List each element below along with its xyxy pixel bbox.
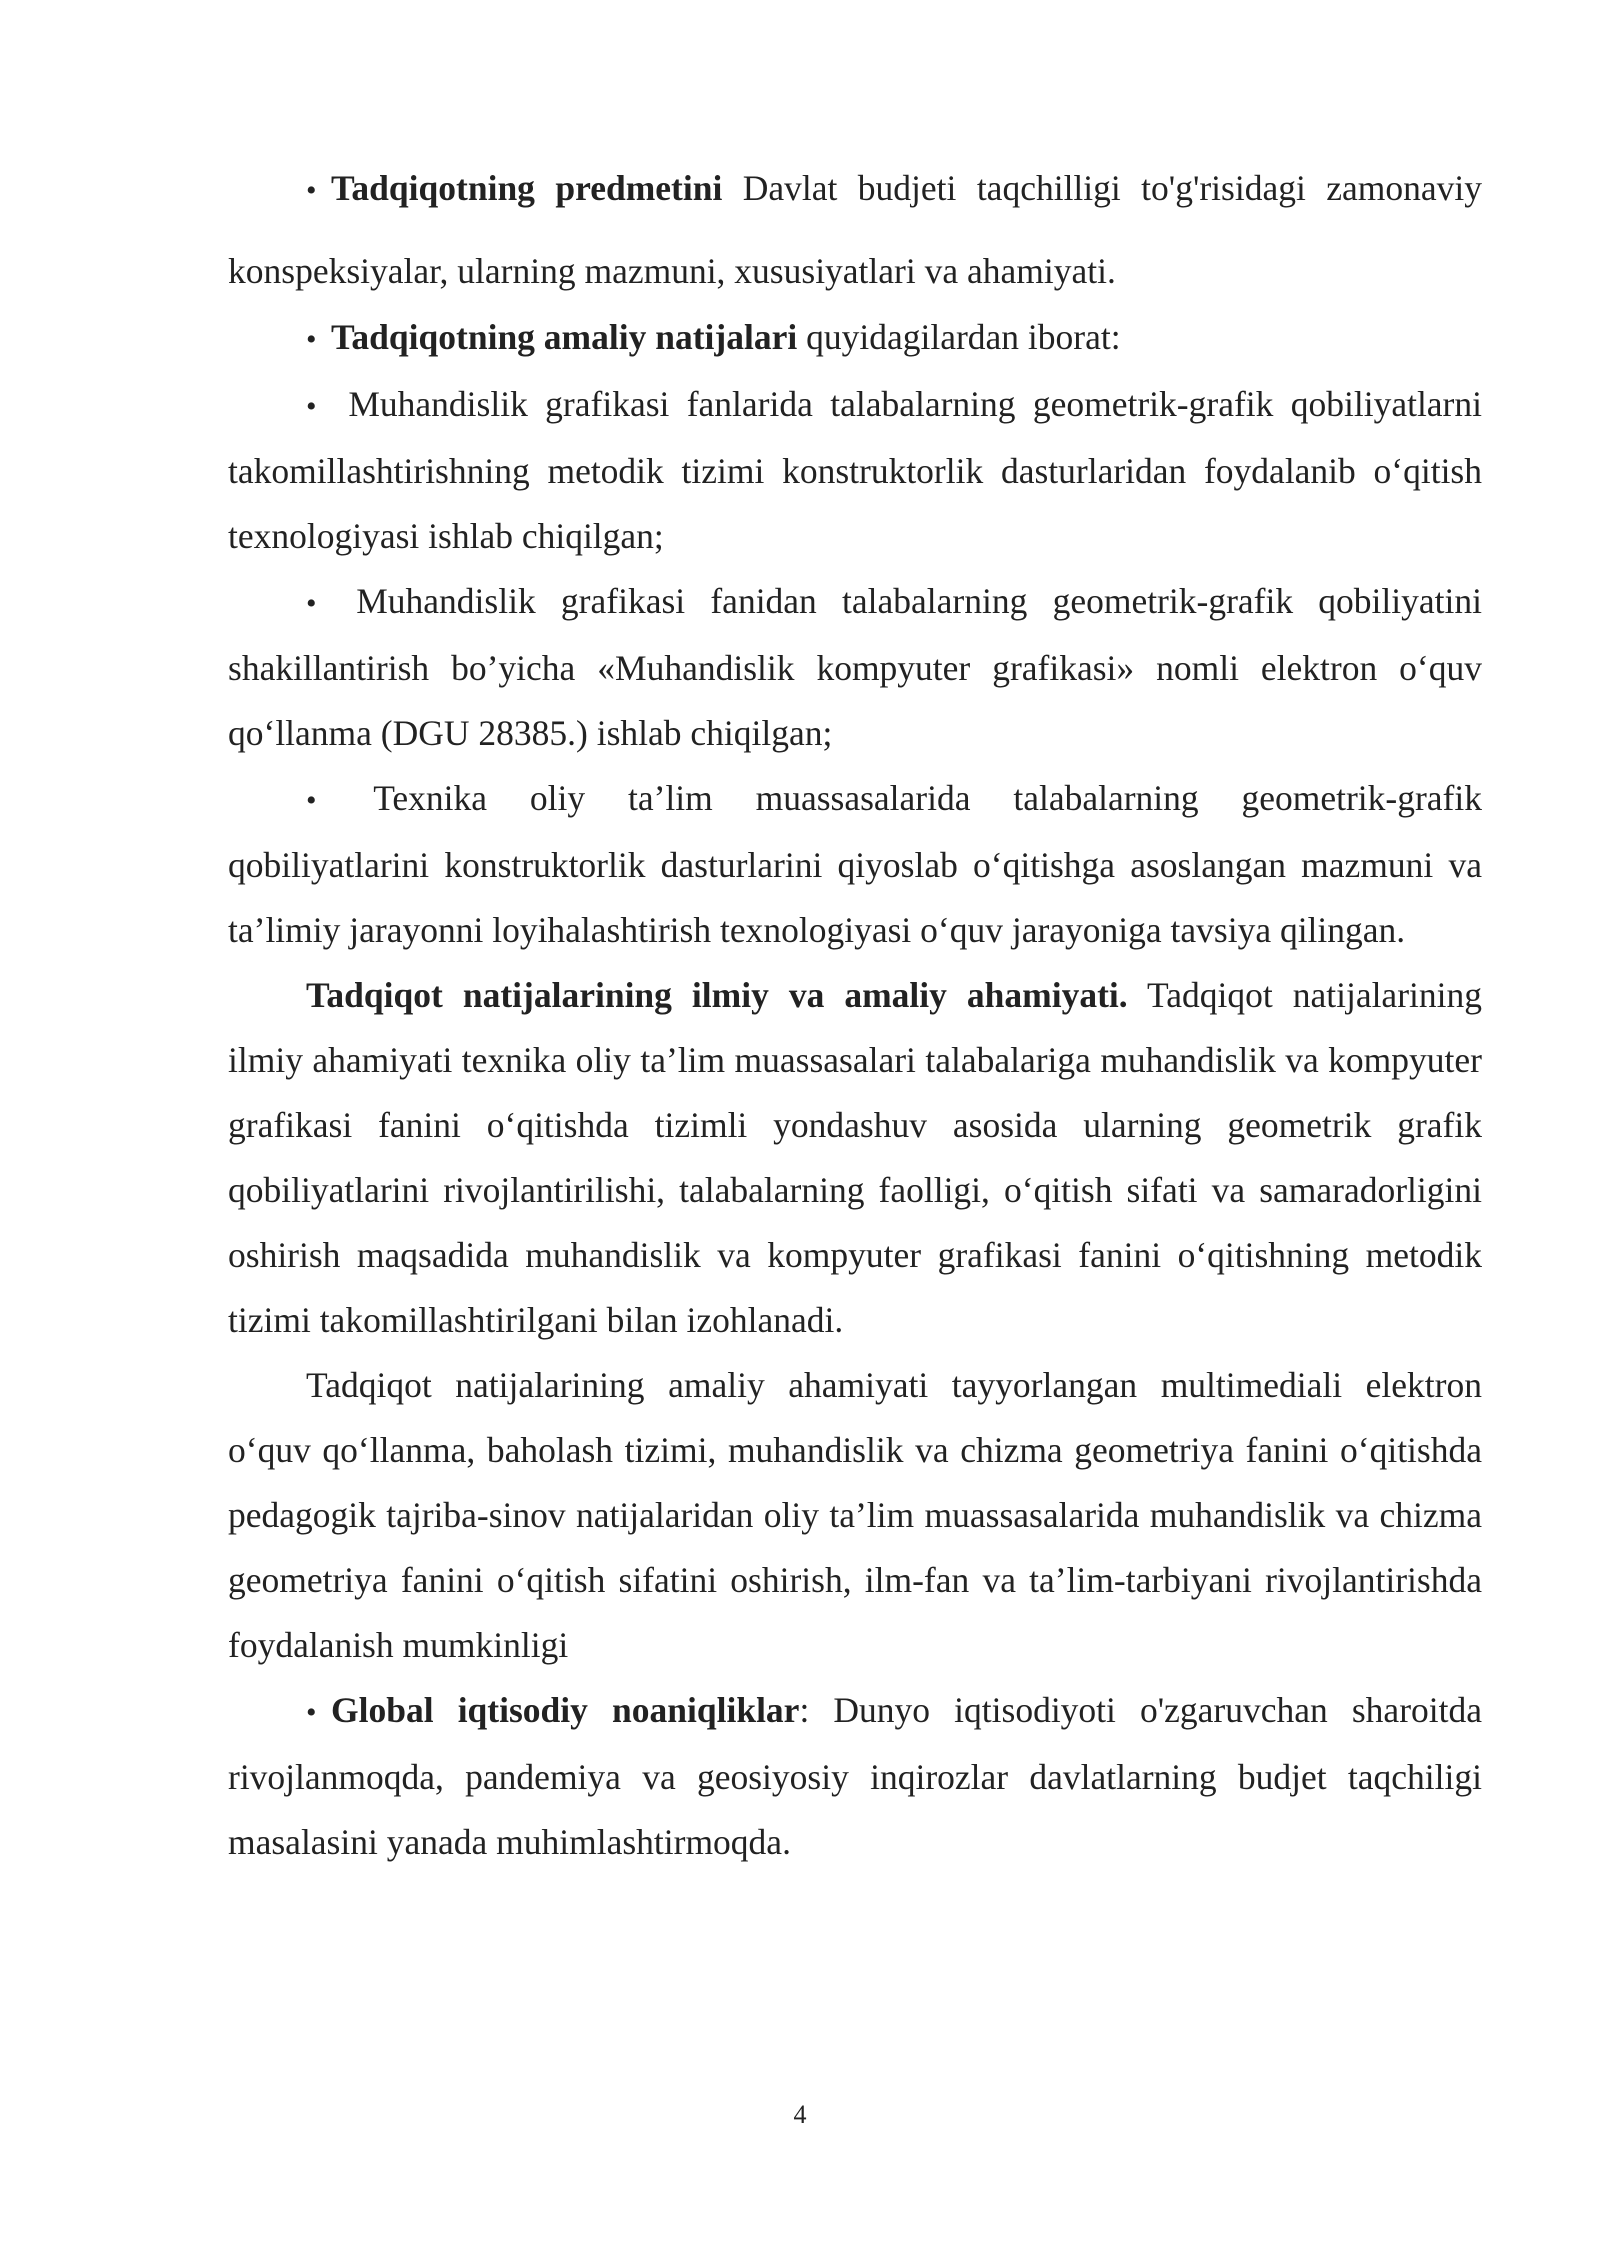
paragraph-text: Davlat budjeti taqchilligi to'g'risidagi zamonaviy konspeksiyalar, ularning mazmuni, xususiyatlari va ahamiyati.: [228, 168, 1482, 291]
paragraph-text: Tadqiqot natijalarining ilmiy ahamiyati texnika oliy ta’lim muassasalari talabalariga muhandislik va kompyuter grafikasi fanini o‘qitishda tizimli yondashuv asosida ularning geometrik grafik qobiliyatlarini rivojlantirilishi, talabalarning faolligi, o‘qitish sifati va samaradorligini oshirish maqsadida muhandislik va kompyuter grafikasi fanini o‘qitishning metodik tizimi takomillashtirilgani bilan izohlanadi.: [228, 975, 1482, 1340]
paragraph-bold-lead: Tadqiqotning amaliy natijalari: [331, 317, 798, 357]
paragraph-practical-significance: [228, 1353, 1482, 1678]
bullet-icon: •: [306, 390, 317, 423]
paragraph-result-electronic-manual: [228, 569, 1482, 766]
paragraph-bold-lead: Tadqiqot natijalarining ilmiy va amaliy ahamiyati.: [306, 975, 1128, 1015]
page-number: 4: [793, 2100, 807, 2129]
paragraph-text: Muhandislik grafikasi fanlarida talabalarning geometrik-grafik qobiliyatlarni takomillashtirishning metodik tizimi konstruktorlik dasturlaridan foydalanib o‘qitish texnologiyasi ishlab chiqilgan;: [228, 384, 1482, 556]
paragraph-text: Texnika oliy ta’lim muassasalarida talabalarning geometrik-grafik qobiliyatlarini konstruktorlik dasturlarini qiyoslab o‘qitishga asoslangan mazmuni va ta’limiy jarayonni loyihalashtirish texnologiyasi o‘quv jarayoniga tavsiya qilingan.: [228, 778, 1482, 950]
paragraph-global-uncertainty: [228, 1678, 1482, 1875]
bullet-icon: •: [306, 323, 317, 356]
paragraph-scientific-significance: [228, 963, 1482, 1353]
paragraph-text: Tadqiqot natijalarining amaliy ahamiyati tayyorlangan multimediali elektron o‘quv qo‘llanma, baholash tizimi, muhandislik va chizma geometriya fanini o‘qitishda pedagogik tajriba-sinov natijalaridan oliy ta’lim muassasalarida muhandislik va chizma geometriya fanini o‘qitish sifatini oshirish, ilm-fan va ta’lim-tarbiyani rivojlantirishda foydalanish mumkinligi: [228, 1365, 1482, 1665]
paragraph-result-technology: [228, 766, 1482, 963]
paragraph-text: quyidagilardan iborat:: [797, 317, 1121, 357]
bullet-icon: •: [306, 784, 317, 817]
document-body: [228, 148, 1482, 1875]
paragraph-text: : Dunyo iqtisodiyoti o'zgaruvchan sharoitda rivojlanmoqda, pandemiya va geosiyosiy inqirozlar davlatlarning budjet taqchiligi masalasini yanada muhimlashtirmoqda.: [228, 1690, 1482, 1862]
bullet-icon: •: [306, 174, 317, 207]
paragraph-result-method-system: [228, 372, 1482, 569]
paragraph-research-subject: [228, 148, 1482, 311]
paragraph-bold-lead: Global iqtisodiy noaniqliklar: [331, 1690, 800, 1730]
paragraph-bold-lead: Tadqiqotning predmetini: [331, 168, 723, 208]
paragraph-text: Muhandislik grafikasi fanidan talabalarning geometrik-grafik qobiliyatini shakillantirish bo’yicha «Muhandislik kompyuter grafikasi» nomli elektron o‘quv qo‘llanma (DGU 28385.) ishlab chiqilgan;: [228, 581, 1482, 753]
bullet-icon: •: [306, 587, 317, 620]
bullet-icon: •: [306, 1696, 317, 1729]
paragraph-practical-results: [228, 305, 1482, 372]
